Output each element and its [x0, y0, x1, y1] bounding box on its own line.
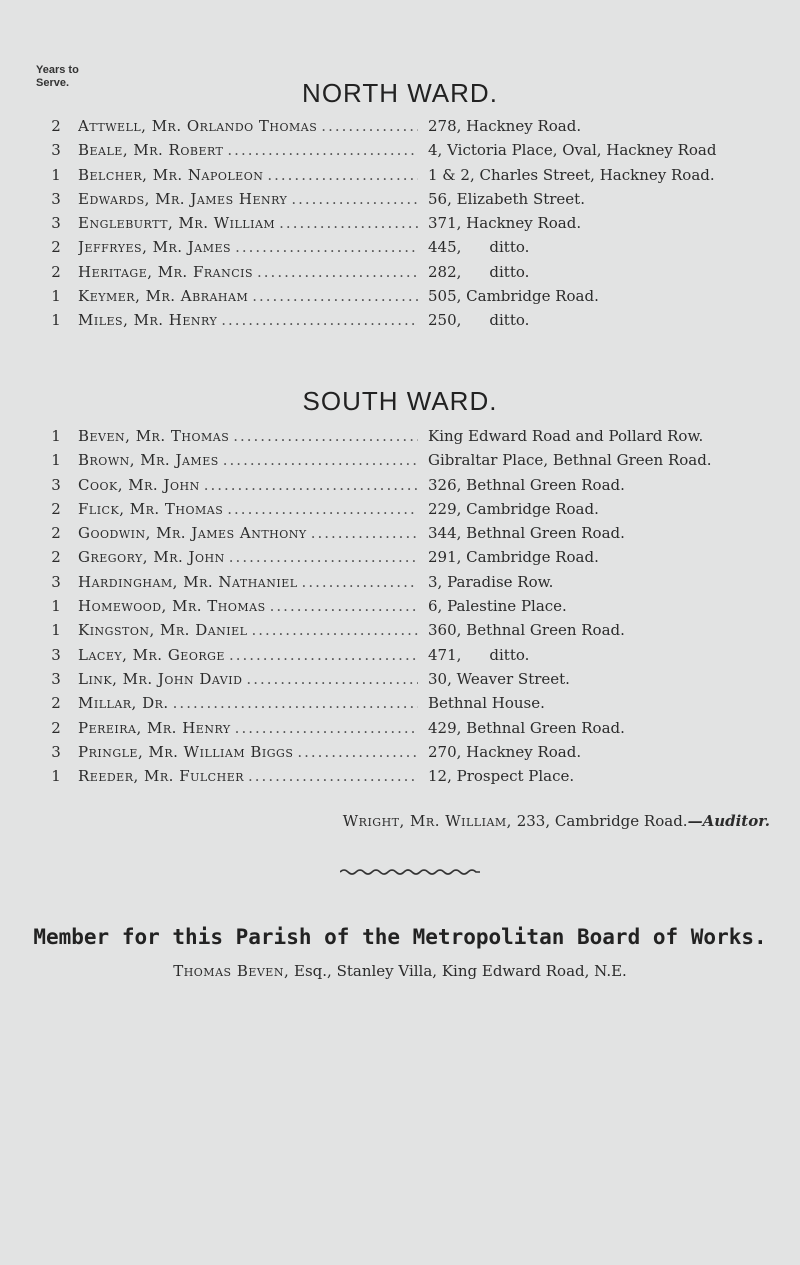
member-address-cell — [428, 284, 788, 308]
dot-leader — [173, 691, 418, 715]
dot-leader — [270, 594, 418, 618]
member-address-cell — [428, 667, 788, 691]
member-name: Gregory, Mr. John — [78, 548, 225, 567]
member-address-cell — [428, 716, 788, 740]
member-address: 471, — [428, 645, 462, 664]
years-to-serve: 2 — [51, 499, 61, 518]
member-address: 371, Hackney Road. — [428, 214, 582, 233]
member-address: Bethnal House. — [428, 694, 545, 713]
member-address: 30, Weaver Street. — [428, 669, 570, 688]
dot-leader — [297, 740, 418, 764]
years-to-serve: 2 — [51, 718, 61, 737]
member-name: Attwell, Mr. Orlando Thomas — [78, 117, 318, 135]
dot-leader — [227, 138, 418, 162]
years-to-serve: 1 — [51, 427, 61, 445]
member-address: 1 & 2, Charles Street, Hackney Road. — [428, 165, 715, 184]
member-row — [0, 163, 800, 187]
member-address: 270, Hackney Road. — [428, 742, 582, 761]
dot-leader — [248, 764, 418, 788]
member-name: Hardingham, Mr. Nathaniel — [78, 572, 298, 591]
member-name: Heritage, Mr. Francis — [78, 262, 254, 281]
member-name: Edwards, Mr. James Henry — [78, 189, 288, 208]
auditor-line — [0, 812, 770, 830]
member-name: Millar, Dr. — [78, 694, 169, 713]
member-name: Belcher, Mr. Napoleon — [78, 165, 264, 184]
member-address-cell — [428, 497, 788, 521]
member-name-cell — [78, 618, 418, 642]
member-address: King Edward Road and Pollard Row. — [428, 427, 704, 445]
member-row — [0, 284, 800, 308]
member-address: 326, Bethnal Green Road. — [428, 475, 625, 494]
member-address-ditto: ditto. — [489, 238, 530, 257]
years-to-serve: 3 — [51, 189, 61, 208]
member-row — [0, 473, 800, 497]
member-name-cell — [78, 594, 418, 618]
member-address: 250, — [428, 311, 462, 330]
member-address-cell — [428, 594, 788, 618]
dot-leader — [221, 308, 418, 332]
member-row — [0, 545, 800, 569]
metropolitan-member-line — [0, 962, 800, 980]
member-name-cell — [78, 260, 418, 284]
member-address-cell — [428, 643, 788, 667]
member-name-cell — [78, 448, 418, 472]
member-address: 445, — [428, 238, 462, 257]
member-address-cell — [428, 138, 788, 162]
dot-leader — [302, 570, 418, 594]
member-row — [0, 691, 800, 715]
member-address-cell — [428, 521, 788, 545]
years-to-serve: 1 — [51, 451, 61, 470]
member-name: Link, Mr. John David — [78, 669, 243, 688]
member-address-cell — [428, 235, 788, 259]
wavy-divider — [340, 868, 480, 876]
dot-leader — [251, 618, 418, 642]
member-name-cell — [78, 667, 418, 691]
dot-leader — [204, 473, 418, 497]
dot-leader — [321, 114, 418, 138]
member-address: 56, Elizabeth Street. — [428, 189, 585, 208]
member-address-cell — [428, 764, 788, 788]
member-name: Kingston, Mr. Daniel — [78, 621, 248, 640]
dot-leader — [311, 521, 418, 545]
member-row — [0, 260, 800, 284]
metropolitan-board-title: Member for this Parish of the Metropolitan Board of Works. — [33, 925, 767, 949]
member-name-cell — [78, 211, 418, 235]
years-to-serve: 1 — [51, 311, 61, 330]
member-address: Gibraltar Place, Bethnal Green Road. — [428, 451, 712, 470]
auditor-role: —Auditor. — [687, 812, 770, 830]
member-name: Pringle, Mr. William Biggs — [78, 742, 294, 761]
member-row — [0, 618, 800, 642]
member-name: Beven, Mr. Thomas — [78, 427, 230, 445]
member-address: 505, Cambridge Road. — [428, 287, 599, 306]
member-row — [0, 448, 800, 472]
member-row — [0, 138, 800, 162]
years-to-serve: 2 — [51, 524, 61, 543]
dot-leader — [267, 163, 418, 187]
metropolitan-member-name: Thomas Beven, — [173, 962, 290, 980]
auditor-name: Wright, Mr. William, — [342, 812, 512, 830]
member-address-cell — [428, 448, 788, 472]
years-to-serve: 3 — [51, 669, 61, 688]
dot-leader — [235, 716, 418, 740]
member-name-cell — [78, 545, 418, 569]
member-address: 3, Paradise Row. — [428, 572, 554, 591]
member-name-cell — [78, 521, 418, 545]
member-row — [0, 764, 800, 788]
member-address-cell — [428, 691, 788, 715]
member-name: Engleburtt, Mr. William — [78, 214, 276, 233]
years-label-line-2: Serve. — [36, 77, 70, 89]
member-address-cell — [428, 545, 788, 569]
member-address-cell — [428, 114, 788, 138]
member-address-ditto: ditto. — [489, 645, 530, 664]
dot-leader — [233, 424, 418, 448]
member-address: 360, Bethnal Green Road. — [428, 621, 625, 640]
member-address: 282, — [428, 262, 462, 281]
years-to-serve: 3 — [51, 214, 61, 233]
member-name: Brown, Mr. James — [78, 451, 219, 470]
member-address: 6, Palestine Place. — [428, 597, 567, 616]
dot-leader — [229, 643, 418, 667]
south-ward-list — [0, 424, 800, 788]
member-row — [0, 308, 800, 332]
years-to-serve: 3 — [51, 645, 61, 664]
years-to-serve: 3 — [51, 475, 61, 494]
member-address-cell — [428, 740, 788, 764]
member-name-cell — [78, 764, 418, 788]
years-to-serve: 2 — [51, 238, 61, 257]
metropolitan-member-address: Esq., Stanley Villa, King Edward Road, N.E. — [294, 962, 627, 980]
member-row — [0, 667, 800, 691]
dot-leader — [252, 284, 418, 308]
member-address: 12, Prospect Place. — [428, 767, 575, 786]
member-address: 291, Cambridge Road. — [428, 548, 599, 567]
member-address-cell — [428, 570, 788, 594]
auditor-address: 233, Cambridge Road. — [516, 812, 688, 830]
member-address-cell — [428, 187, 788, 211]
member-name-cell — [78, 138, 418, 162]
member-row — [0, 740, 800, 764]
member-name-cell — [78, 424, 418, 448]
member-address-cell — [428, 424, 788, 448]
member-address-ditto: ditto. — [489, 311, 530, 330]
dot-leader — [291, 187, 418, 211]
dot-leader — [227, 497, 418, 521]
member-name: Lacey, Mr. George — [78, 645, 225, 664]
member-name: Cook, Mr. John — [78, 475, 200, 494]
member-name: Homewood, Mr. Thomas — [78, 597, 266, 616]
member-row — [0, 114, 800, 138]
dot-leader — [223, 448, 418, 472]
member-name-cell — [78, 235, 418, 259]
member-name-cell — [78, 163, 418, 187]
member-address: 229, Cambridge Road. — [428, 499, 599, 518]
years-to-serve: 1 — [51, 165, 61, 184]
years-to-serve: 3 — [51, 141, 61, 160]
member-name: Miles, Mr. Henry — [78, 311, 218, 330]
member-name-cell — [78, 284, 418, 308]
member-row — [0, 643, 800, 667]
years-to-serve: 2 — [51, 548, 61, 567]
member-address-cell — [428, 163, 788, 187]
years-to-serve: 3 — [51, 742, 61, 761]
member-row — [0, 570, 800, 594]
member-address: 4, Victoria Place, Oval, Hackney Road — [428, 141, 717, 160]
years-to-serve: 1 — [51, 287, 61, 306]
member-name-cell — [78, 473, 418, 497]
dot-leader — [279, 211, 418, 235]
dot-leader — [246, 667, 418, 691]
member-name: Reeder, Mr. Fulcher — [78, 767, 245, 786]
member-name-cell — [78, 643, 418, 667]
years-to-serve: 1 — [51, 621, 61, 640]
years-to-serve: 1 — [51, 597, 61, 616]
member-row — [0, 521, 800, 545]
member-name: Jeffryes, Mr. James — [78, 238, 232, 257]
dot-leader — [229, 545, 418, 569]
member-name: Flick, Mr. Thomas — [78, 499, 224, 518]
member-name-cell — [78, 114, 418, 138]
member-name: Pereira, Mr. Henry — [78, 718, 231, 737]
years-label-line-1: Years to — [36, 64, 79, 76]
member-name: Goodwin, Mr. James Anthony — [78, 524, 307, 543]
south-ward-title: SOUTH WARD. — [302, 386, 498, 416]
dot-leader — [257, 260, 418, 284]
member-name-cell — [78, 308, 418, 332]
member-name-cell — [78, 497, 418, 521]
member-address-cell — [428, 260, 788, 284]
member-address: 278, Hackney Road. — [428, 117, 582, 135]
member-row — [0, 235, 800, 259]
years-to-serve: 1 — [51, 767, 61, 786]
north-ward-list — [0, 114, 800, 333]
dot-leader — [235, 235, 418, 259]
years-to-serve: 2 — [51, 117, 61, 135]
member-name: Beale, Mr. Robert — [78, 141, 224, 160]
member-row — [0, 187, 800, 211]
member-address-ditto: ditto. — [489, 262, 530, 281]
member-row — [0, 211, 800, 235]
member-row — [0, 594, 800, 618]
member-name-cell — [78, 716, 418, 740]
member-row — [0, 716, 800, 740]
member-address-cell — [428, 618, 788, 642]
member-address-cell — [428, 473, 788, 497]
years-to-serve: 3 — [51, 572, 61, 591]
years-to-serve: 2 — [51, 262, 61, 281]
member-name-cell — [78, 570, 418, 594]
member-address-cell — [428, 308, 788, 332]
member-row — [0, 497, 800, 521]
member-address-cell — [428, 211, 788, 235]
member-address: 429, Bethnal Green Road. — [428, 718, 625, 737]
north-ward-title: NORTH WARD. — [302, 78, 498, 108]
member-row — [0, 424, 800, 448]
member-name-cell — [78, 187, 418, 211]
member-name-cell — [78, 740, 418, 764]
member-name-cell — [78, 691, 418, 715]
member-address: 344, Bethnal Green Road. — [428, 524, 625, 543]
member-name: Keymer, Mr. Abraham — [78, 287, 249, 306]
years-to-serve: 2 — [51, 694, 61, 713]
